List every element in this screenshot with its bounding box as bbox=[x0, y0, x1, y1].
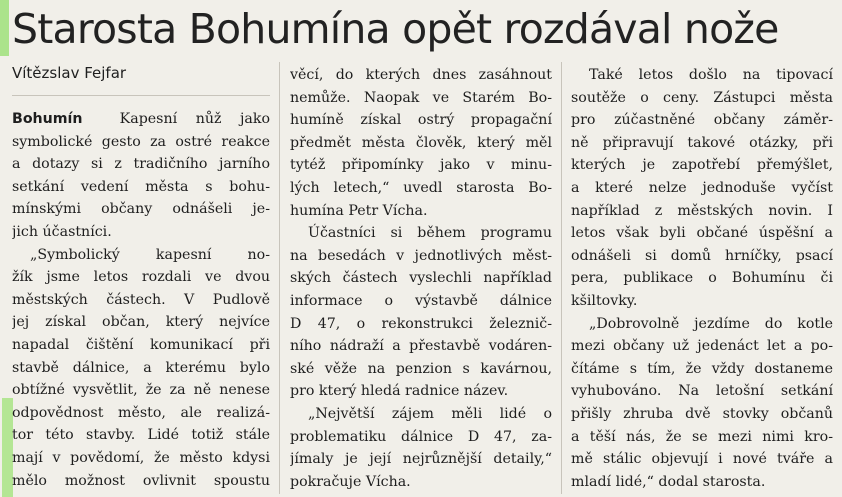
column-divider-1 bbox=[279, 62, 280, 494]
text-line: odnášeli si domů hrníčky, psací bbox=[571, 247, 833, 264]
text-line: na besedách v jednotlivých měst- bbox=[290, 247, 552, 264]
text-line: a které nelze jednoduše vyčíst bbox=[571, 179, 833, 196]
text-line: „Největší zájem měli lidé o bbox=[308, 405, 552, 422]
text-line: stavbě dálnice, a kterému bylo bbox=[12, 359, 270, 376]
text-line: napadal čištění komunikací při bbox=[12, 336, 270, 353]
text-line: ního nádraží a přestavbě vodáren- bbox=[290, 338, 552, 355]
text-line: tytéž připomínky jako v minu- bbox=[290, 157, 552, 174]
text-line: ně připravují takové otázky, při bbox=[571, 134, 833, 151]
text-line: humíně získal ostrý propagační bbox=[290, 112, 552, 129]
text-line: jich účastníci. bbox=[12, 223, 112, 240]
text-line: ských částech vyslechli například bbox=[290, 270, 552, 287]
text-line: obtížné vysvětlit, že za ně nenese bbox=[12, 382, 270, 399]
text-line: mělo možnost ovlivnit spoustu bbox=[12, 472, 270, 489]
text-line: ské věže na penzion s kavárnou, bbox=[290, 360, 552, 377]
text-line: „Symbolický kapesní no- bbox=[30, 246, 270, 263]
text-line: čítáme s tím, že vždy dostaneme bbox=[571, 360, 833, 377]
byline-divider bbox=[12, 95, 270, 96]
text-line: kšiltovky. bbox=[571, 292, 638, 309]
column-divider-2 bbox=[561, 62, 562, 494]
article-byline: Vítězslav Fejfar bbox=[12, 64, 127, 82]
text-line: setkání vedení města s bohu- bbox=[12, 178, 270, 195]
text-line: přišly zhruba dvě stovky občanů bbox=[571, 405, 833, 422]
text-line: informace o výstavbě dálnice bbox=[290, 292, 552, 309]
text-line: jej získal občan, který nejvíce bbox=[12, 314, 270, 331]
text-line: „Dobrovolně jezdíme do kotle bbox=[589, 315, 833, 332]
text-line: mezi občany už jedenáct let a po- bbox=[571, 338, 833, 355]
text-line: věcí, do kterých dnes zasáhnout bbox=[290, 67, 552, 83]
text-line: vyhubováno. Na letošní setkání bbox=[571, 383, 833, 400]
text-line: letos však byli občané úspěšní a bbox=[571, 225, 833, 242]
text-line: jímaly je její nejrůznější detaily,“ bbox=[290, 451, 552, 468]
text-line: pokračuje Vícha. bbox=[290, 473, 411, 490]
text-line: a těší nás, že se mezi nimi kro- bbox=[571, 428, 833, 445]
text-line: humína Petr Vícha. bbox=[290, 202, 428, 219]
text-line: soutěže o ceny. Zástupci města bbox=[571, 89, 833, 106]
text-line: kterých je zapotřebí přemýšlet, bbox=[571, 157, 833, 174]
text-line: mínskými občany odnášeli je- bbox=[12, 201, 270, 218]
text-line: pera, publikace o Bohumínu či bbox=[571, 270, 833, 287]
text-line: předmět města člověk, který měl bbox=[290, 134, 552, 151]
text-line: městských částech. V Pudlově bbox=[12, 291, 270, 308]
text-line-content: Kapesní nůž jako bbox=[119, 111, 270, 127]
text-line: pro zúčastněné občany záměr- bbox=[571, 112, 833, 129]
text-line: Účastníci si během programu bbox=[308, 225, 552, 242]
text-line: symbolické gesto za ostré reakce bbox=[12, 133, 270, 150]
text-line: Také letos došlo na tipovací bbox=[589, 67, 833, 83]
text-line: lých letech,“ uvedl starosta Bo- bbox=[290, 179, 552, 196]
article-column-1 bbox=[12, 108, 270, 492]
text-line: D 47, o rekonstrukci železnič- bbox=[290, 315, 552, 332]
text-line bbox=[12, 108, 270, 131]
text-line: mají v povědomí, že město kdysi bbox=[12, 449, 270, 466]
text-line: problematiku dálnice D 47, za- bbox=[290, 428, 552, 445]
text-line: žík jsme letos rozdali ve dvou bbox=[12, 269, 270, 286]
text-line: například z městských novin. I bbox=[571, 202, 833, 219]
text-line: mě stálic objevují i nové tváře a bbox=[571, 451, 833, 468]
article-column-3 bbox=[571, 64, 833, 493]
article-dateline: Bohumín bbox=[12, 111, 83, 127]
text-line: odpovědnost město, ale realizá- bbox=[12, 404, 270, 421]
text-line: a dotazy si z tradičního jarního bbox=[12, 156, 270, 173]
article-column-2 bbox=[290, 64, 552, 493]
text-line: pro který hledá radnice název. bbox=[290, 383, 509, 400]
text-line: mladí lidé,“ dodal starosta. bbox=[571, 473, 766, 490]
text-line: tor této stavby. Lidé totiž stále bbox=[12, 427, 270, 444]
text-line: nemůže. Naopak ve Starém Bo- bbox=[290, 89, 552, 106]
article-headline: Starosta Bohumína opět rozdával nože bbox=[12, 5, 779, 53]
highlighter-mark-top bbox=[0, 0, 9, 56]
